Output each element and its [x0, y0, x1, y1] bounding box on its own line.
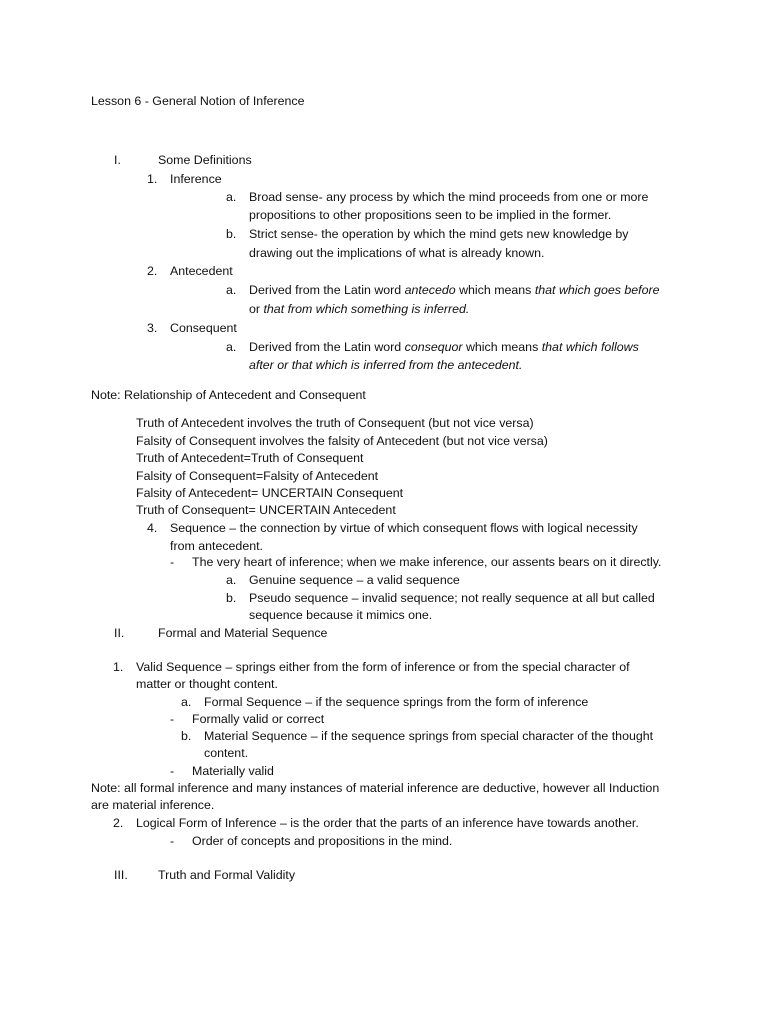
antecedent-definition-line1: Derived from the Latin word antecedo which means that which goes before	[249, 283, 660, 297]
valid-sequence-line1: Valid Sequence – springs either from the form of inference or from the special character of	[136, 660, 630, 674]
note-deduction-line1: Note: all formal inference and many instances of material inference are deductive, however all Induction	[91, 781, 660, 795]
note-deduction-line2: are material inference.	[91, 798, 215, 812]
item-inference-number: 1.	[147, 172, 158, 186]
antecedent-a-marker: a.	[226, 283, 237, 297]
item-sequence-number: 4.	[147, 521, 158, 535]
inference-a-marker: a.	[226, 190, 237, 204]
sequence-definition-line2: from antecedent.	[170, 539, 263, 553]
sequence-b-marker: b.	[226, 591, 237, 605]
sequence-a-marker: a.	[226, 573, 237, 587]
pseudo-sequence-line2: sequence because it mimics one.	[249, 608, 433, 622]
logical-form-definition: Logical Form of Inference – is the order that the parts of an inference have towards another.	[136, 816, 639, 830]
inference-strict-sense-line2: drawing out the implications of what is already known.	[249, 246, 545, 260]
item-consequent-label: Consequent	[170, 321, 237, 335]
sequence-dash-marker: -	[170, 555, 175, 569]
materially-valid: Materially valid	[192, 764, 274, 778]
pseudo-sequence-line1: Pseudo sequence – invalid sequence; not really sequence at all but called	[249, 591, 655, 605]
section-1-heading: Some Definitions	[158, 153, 252, 167]
formal-sequence: Formal Sequence – if the sequence springs from the form of inference	[204, 695, 589, 709]
section-2-heading: Formal and Material Sequence	[158, 626, 328, 640]
section-3-heading: Truth and Formal Validity	[158, 868, 296, 882]
consequent-definition-line2: after or that which is inferred from the antecedent.	[249, 358, 523, 372]
antecedent-definition-line2: or that from which something is inferred.	[249, 302, 470, 316]
inference-b-marker: b.	[226, 227, 237, 241]
section-1-numeral: I.	[114, 153, 121, 167]
relationship-line: Falsity of Consequent involves the falsity of Antecedent (but not vice versa)	[136, 434, 548, 448]
relationship-line: Truth of Antecedent involves the truth of Consequent (but not vice versa)	[136, 416, 534, 430]
consequent-definition-line1: Derived from the Latin word consequor which means that which follows	[249, 340, 639, 354]
genuine-sequence: Genuine sequence – a valid sequence	[249, 573, 460, 587]
logical-form-dash-marker: -	[170, 834, 175, 848]
material-sequence-line1: Material Sequence – if the sequence springs from special character of the thought	[204, 729, 654, 743]
logical-form-number: 2.	[113, 816, 124, 830]
material-sequence-marker: b.	[181, 729, 192, 743]
item-inference-label: Inference	[170, 172, 222, 186]
relationship-line: Falsity of Antecedent= UNCERTAIN Consequent	[136, 486, 404, 500]
formally-valid: Formally valid or correct	[192, 712, 325, 726]
formal-dash-marker: -	[170, 712, 175, 726]
section-3-numeral: III.	[114, 868, 128, 882]
sequence-definition-line1: Sequence – the connection by virtue of which consequent flows with logical necessity	[170, 521, 638, 535]
relationship-line: Falsity of Consequent=Falsity of Antecedent	[136, 469, 379, 483]
order-of-concepts: Order of concepts and propositions in the mind.	[192, 834, 453, 848]
relationship-line: Truth of Antecedent=Truth of Consequent	[136, 451, 364, 465]
inference-strict-sense-line1: Strict sense- the operation by which the mind gets new knowledge by	[249, 227, 629, 241]
page-title: Lesson 6 - General Notion of Inference	[91, 94, 305, 108]
item-consequent-number: 3.	[147, 321, 158, 335]
item-antecedent-number: 2.	[147, 264, 158, 278]
valid-sequence-number: 1.	[113, 660, 124, 674]
sequence-heart-of-inference: The very heart of inference; when we make inference, our assents bears on it directly.	[192, 555, 662, 569]
consequent-a-marker: a.	[226, 340, 237, 354]
formal-sequence-marker: a.	[181, 695, 192, 709]
note-relationship-heading: Note: Relationship of Antecedent and Consequent	[91, 388, 366, 402]
material-sequence-line2: content.	[204, 746, 249, 760]
inference-broad-sense-line2: propositions to other propositions seen to be implied in the former.	[249, 208, 612, 222]
section-2-numeral: II.	[114, 626, 125, 640]
material-dash-marker: -	[170, 764, 175, 778]
valid-sequence-line2: matter or thought content.	[136, 677, 278, 691]
item-antecedent-label: Antecedent	[170, 264, 233, 278]
inference-broad-sense-line1: Broad sense- any process by which the mind proceeds from one or more	[249, 190, 649, 204]
relationship-line: Truth of Consequent= UNCERTAIN Antecedent	[136, 503, 396, 517]
